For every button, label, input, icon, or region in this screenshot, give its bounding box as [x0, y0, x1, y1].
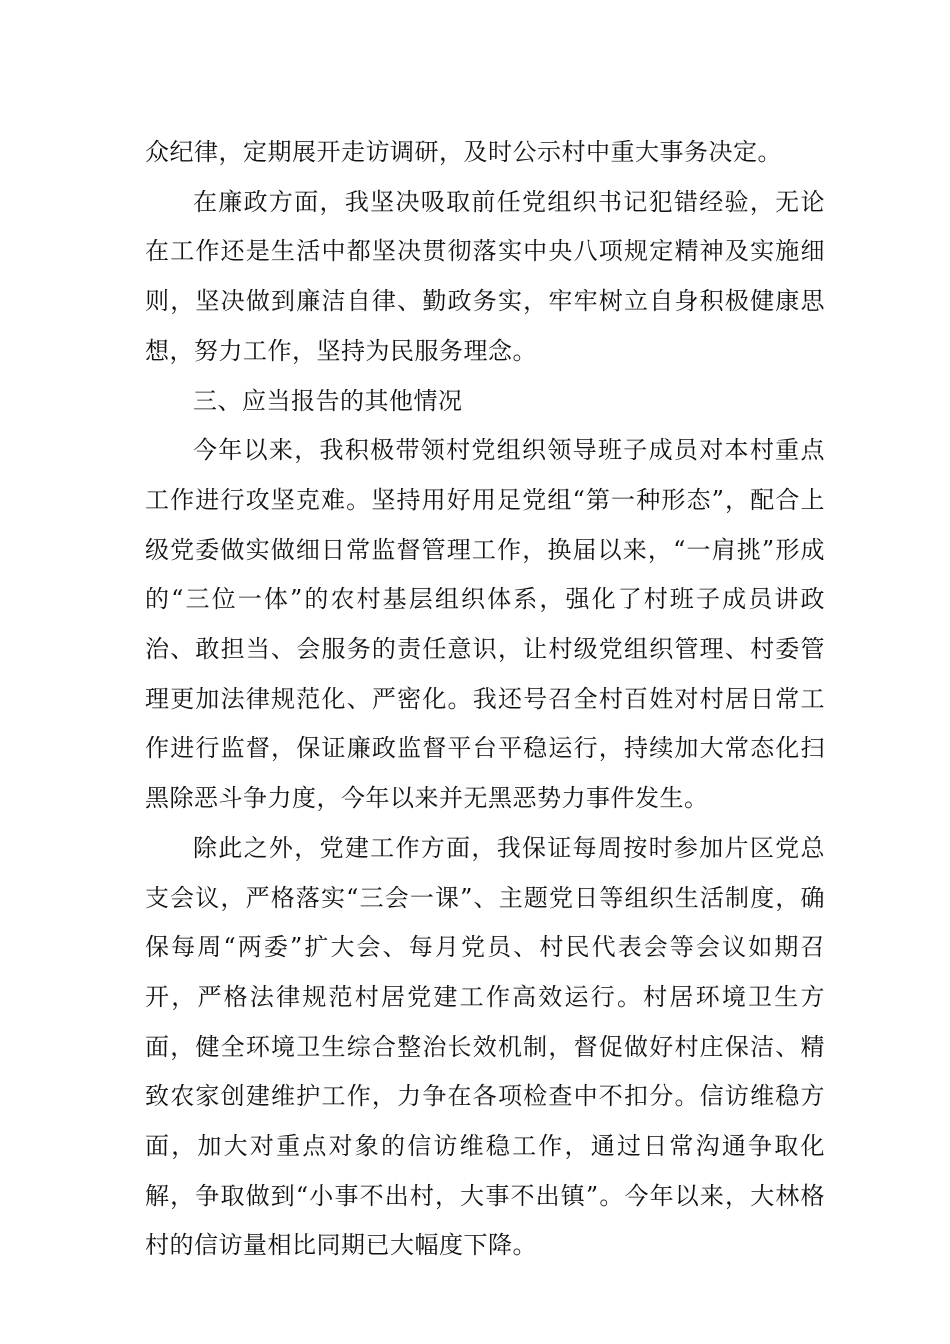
paragraph-integrity: 在廉政方面，我坚决吸取前任党组织书记犯错经验，无论在工作还是生活中都坚决贯彻落实中央八项规定精神及实施细则，坚决做到廉洁自律、勤政务实，牢牢树立自身积极健康思想，努力工作，坚持为民服务理念。 [145, 187, 825, 365]
paragraph-party-building: 除此之外，党建工作方面，我保证每周按时参加片区党总支会议，严格落实“三会一课”、主题党日等组织生活制度，确保每周“两委”扩大会、每月党员、村民代表会等会议如期召开，严格法律规范村居党建工作高效运行。村居环境卫生方面，健全环境卫生综合整治长效机制，督促做好村庄保洁、精致农家创建维护工作，力争在各项检查中不扣分。信访维稳方面，加大对重点对象的信访维稳工作，通过日常沟通争取化解，争取做到“小事不出村，大事不出镇”。今年以来，大林格村的信访量相比同期已大幅度下降。 [145, 833, 825, 1260]
section-heading: 三、应当报告的其他情况 [193, 386, 463, 415]
document-body [145, 128, 825, 1271]
paragraph-continuation: 众纪律，定期展开走访调研，及时公示村中重大事务决定。 [145, 138, 782, 166]
paragraph-key-work: 今年以来，我积极带领村党组织领导班子成员对本村重点工作进行攻坚克难。坚持用好用足党组“第一种形态”，配合上级党委做实做细日常监督管理工作，换届以来，“一肩挑”形成的“三位一体”的农村基层组织体系，强化了村班子成员讲政治、敢担当、会服务的责任意识，让村级党组织管理、村委管理更加法律规范化、严密化。我还号召全村百姓对村居日常工作进行监督，保证廉政监督平台平稳运行，持续加大常态化扫黑除恶斗争力度，今年以来并无黑恶势力事件发生。 [145, 436, 825, 813]
